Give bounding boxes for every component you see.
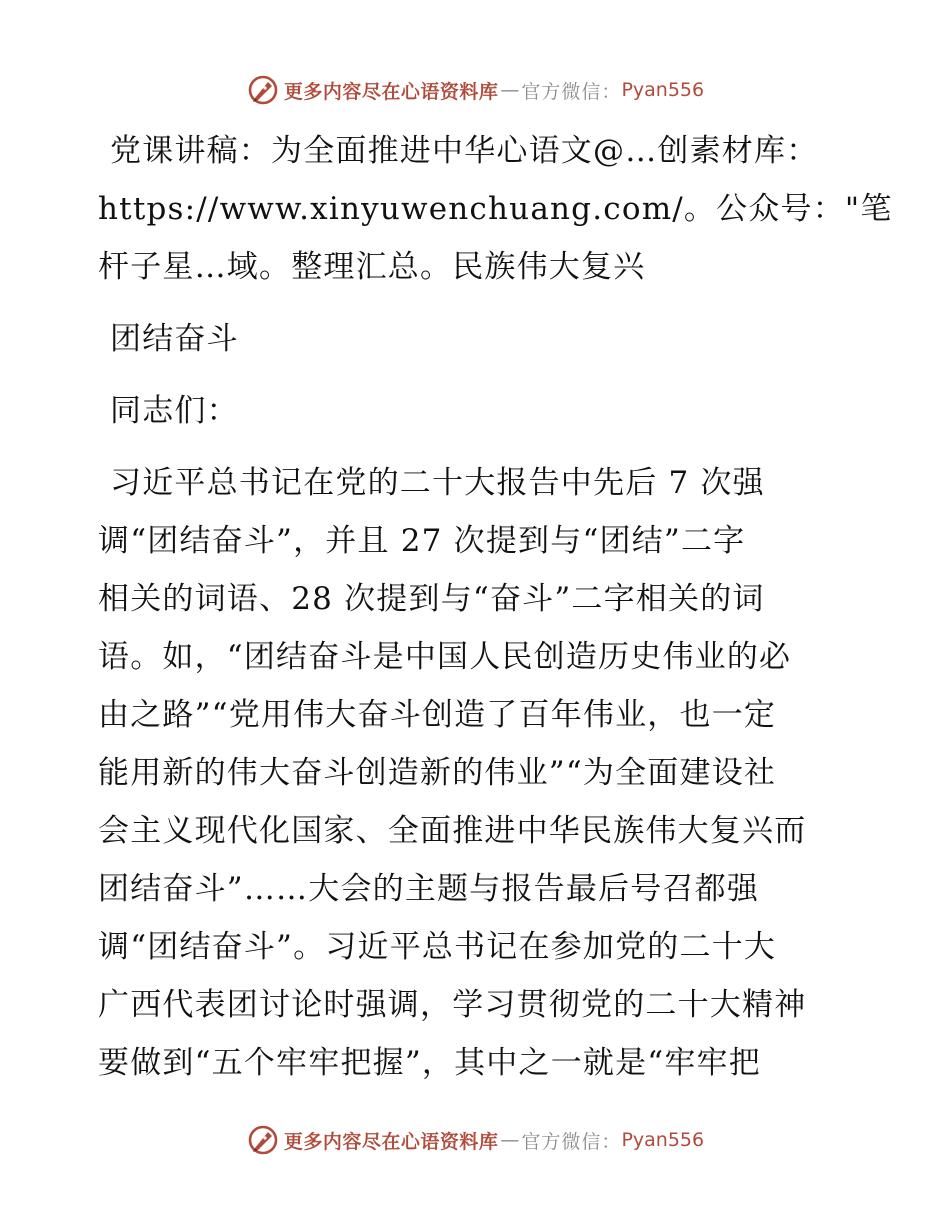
watermark-sub-text: 官方微信： (521, 80, 622, 103)
header-watermark (0, 70, 950, 110)
paragraph-line: 会主义现代化国家、全面推进中华民族伟大复兴而 (98, 813, 807, 849)
section-heading: 团结奋斗 (110, 321, 239, 357)
header-line: 党课讲稿：为全面推进中华心语文@…创素材库： (110, 133, 819, 169)
paragraph-line: 习近平总书记在党的二十大报告中先后 7 次强 (110, 465, 765, 501)
paragraph-line: 能用新的伟大奋斗创造新的伟业”“为全面建设社 (98, 755, 777, 791)
watermark-dash: — (500, 1129, 520, 1151)
paragraph-line: 调“团结奋斗”。习近平总书记在参加党的二十大 (98, 929, 777, 965)
footer-watermark (0, 1120, 950, 1160)
header-line: https://www.xinyuwenchuang.com/。公众号："笔 (98, 191, 893, 227)
watermark-wechat-id: Pyan556 (621, 1129, 705, 1151)
paragraph-line: 由之路”“党用伟大奋斗创造了百年伟业，也一定 (98, 697, 777, 733)
document-body (98, 122, 893, 1092)
paragraph-line: 语。如，“团结奋斗是中国人民创造历史伟业的必 (98, 639, 792, 675)
watermark-main-text: 更多内容尽在心语资料库 (283, 1130, 499, 1153)
paragraph-line: 要做到“五个牢牢把握”，其中之一就是“牢牢把 (98, 1045, 761, 1081)
paragraph-line: 相关的词语、28 次提到与“奋斗”二字相关的词 (98, 581, 765, 617)
header-line: 杆子星…域。整理汇总。民族伟大复兴 (98, 249, 646, 285)
watermark-wechat-id: Pyan556 (621, 79, 705, 101)
paragraph-line: 团结奋斗”……大会的主题与报告最后号召都强 (98, 871, 760, 907)
pen-nib-logo-icon (246, 1123, 280, 1157)
watermark-main-text: 更多内容尽在心语资料库 (283, 80, 499, 103)
watermark-sub-text: 官方微信： (521, 1130, 622, 1153)
pen-nib-logo-icon (246, 73, 280, 107)
paragraph-line: 调“团结奋斗”，并且 27 次提到与“团结”二字 (98, 523, 746, 559)
paragraph-line: 广西代表团讨论时强调，学习贯彻党的二十大精神 (98, 987, 807, 1023)
watermark-dash: — (500, 79, 520, 101)
salutation: 同志们： (110, 393, 239, 429)
